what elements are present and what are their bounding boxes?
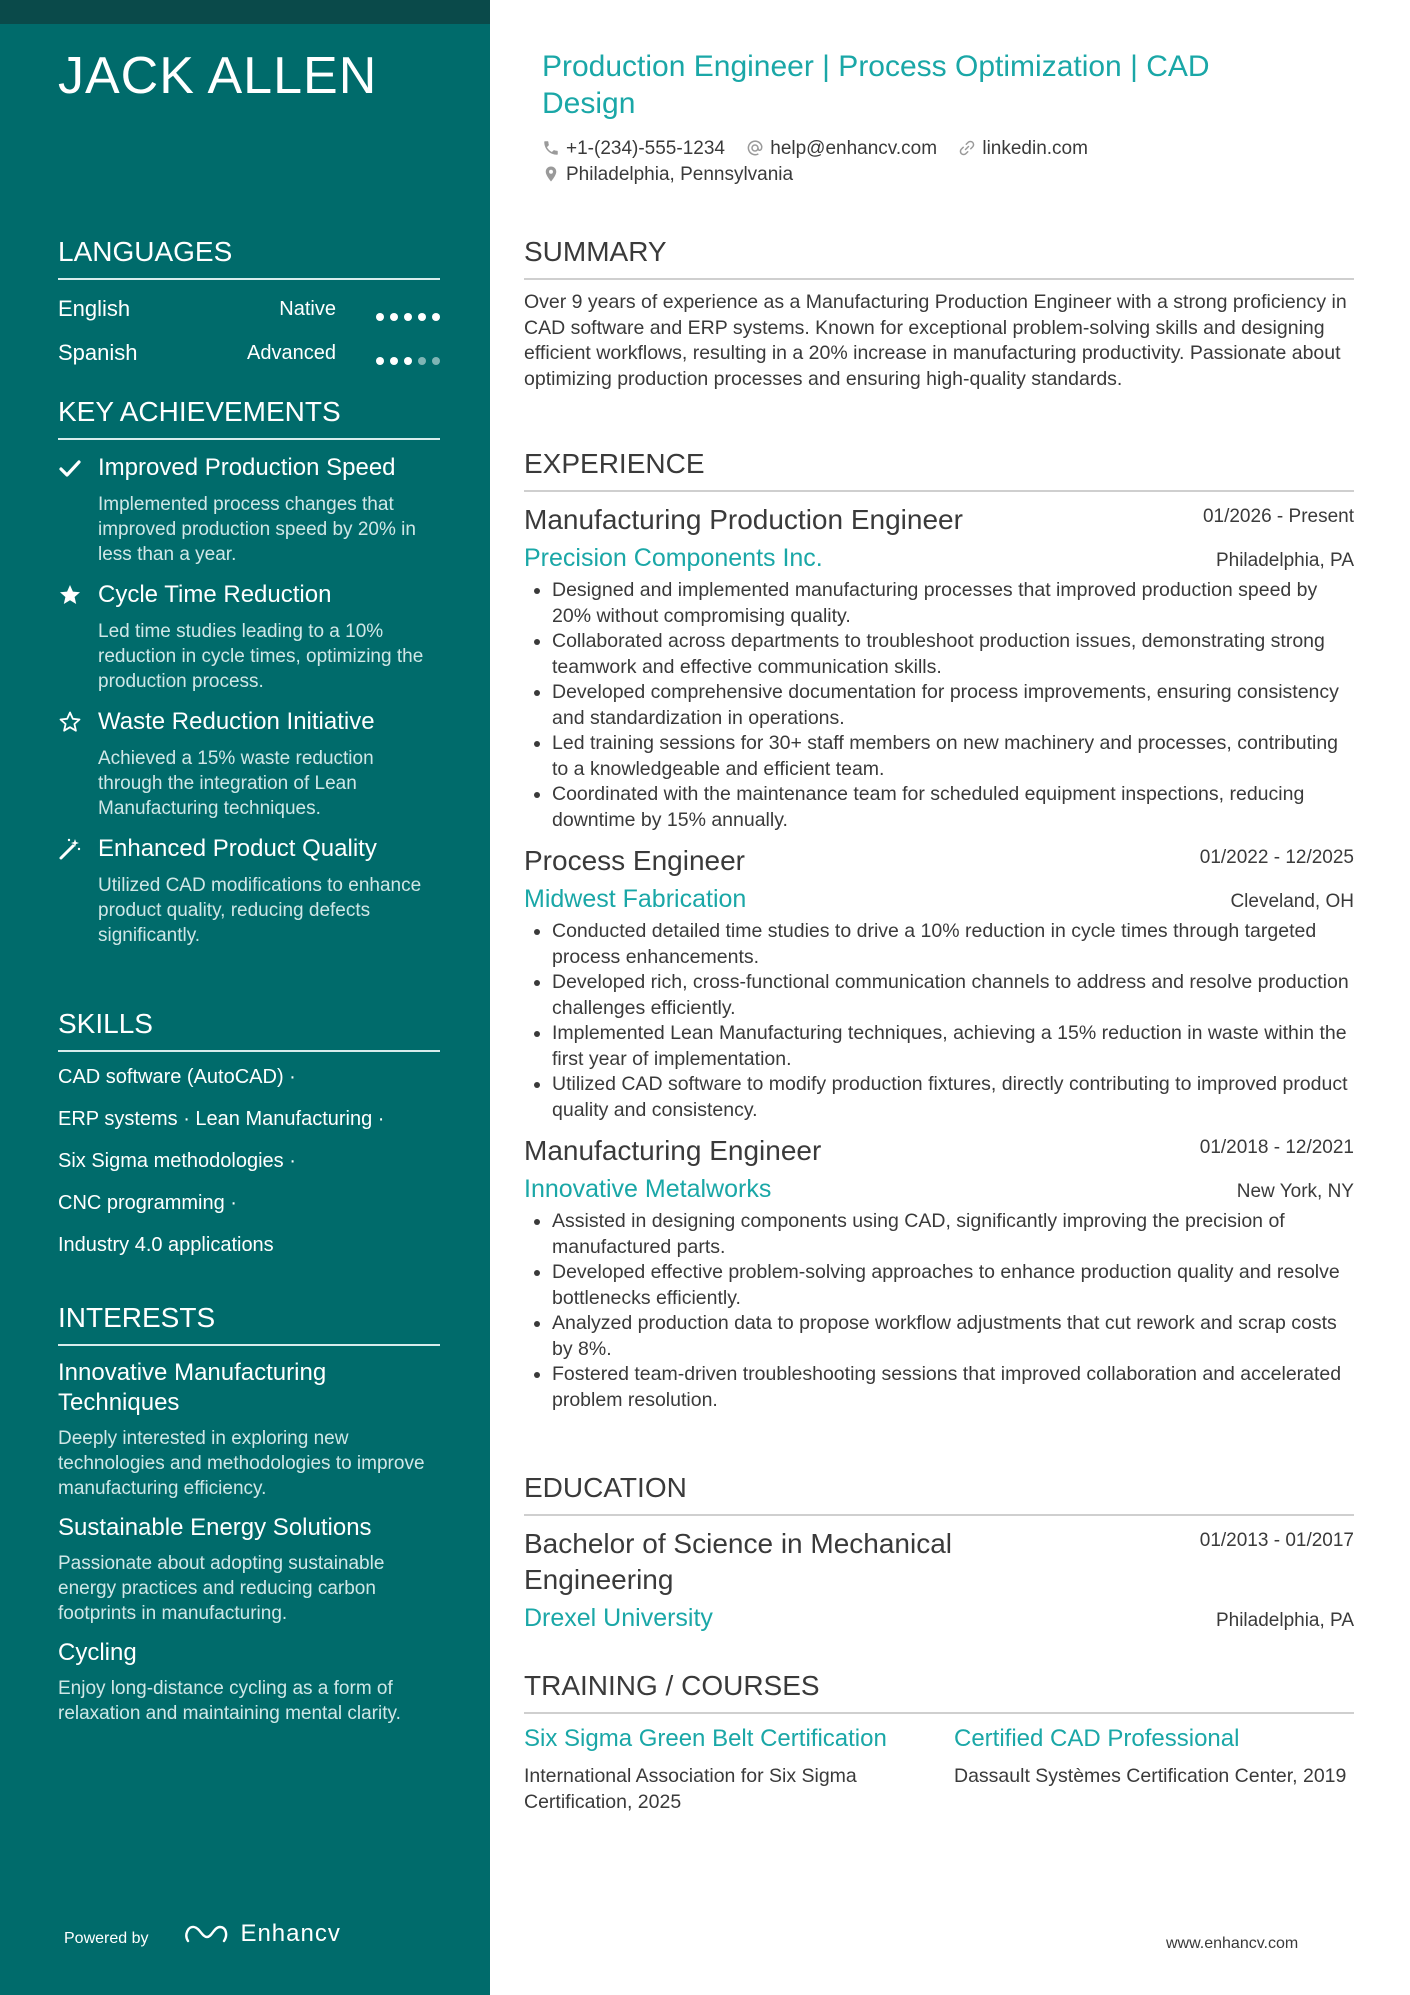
contact-phone[interactable] (542, 138, 725, 160)
location-pin-icon (542, 165, 560, 183)
language-row (58, 334, 440, 378)
training-title: TRAINING / COURSES (524, 1670, 1354, 1714)
achievement-desc: Implemented process changes that improved production speed by 20% in less than a year. (98, 494, 416, 565)
sidebar (0, 0, 490, 1995)
experience-title: EXPERIENCE (524, 448, 1354, 492)
at-icon (746, 139, 764, 157)
skill-item: CAD software (AutoCAD) · (58, 1066, 296, 1088)
phone-text: +1-(234)-555-1234 (566, 138, 725, 159)
interests-section (58, 1302, 440, 1726)
location-text: Philadelphia, Pennsylvania (566, 164, 794, 185)
achievement-item (58, 454, 440, 567)
star-filled-icon (58, 583, 84, 609)
education-location: Philadelphia, PA (1215, 1610, 1354, 1631)
interest-title: Sustainable Energy Solutions (58, 1514, 372, 1541)
achievement-desc: Achieved a 15% waste reduction through the integration of Lean Manufacturing techniques. (98, 748, 374, 819)
interests-title: INTERESTS (58, 1302, 440, 1346)
dot (390, 313, 398, 321)
job-title: Manufacturing Engineer (524, 1135, 822, 1166)
course-item (954, 1724, 1354, 1790)
job-bullet: • Fostered team-driven troubleshooting sessions that improved collaboration and accelerated problem resolution. (552, 1362, 1354, 1413)
skill-item: ERP systems · Lean Manufacturing · (58, 1108, 385, 1130)
skill-item: Six Sigma methodologies · (58, 1150, 296, 1172)
achievement-desc: Led time studies leading to a 10% reduction in cycle times, optimizing the production process. (98, 621, 424, 692)
interest-desc: Enjoy long-distance cycling as a form of relaxation and maintaining mental clarity. (58, 1678, 401, 1724)
job-bullet: • Analyzed production data to propose workflow adjustments that cut rework and scrap costs by 8%. (552, 1311, 1354, 1362)
sidebar-top-band (0, 0, 490, 24)
job-dates: 01/2026 - Present (1202, 506, 1354, 527)
job-title: Process Engineer (524, 845, 746, 876)
enhancv-logo-icon (184, 1921, 230, 1947)
job-location: Cleveland, OH (1230, 891, 1354, 912)
achievement-title: Improved Production Speed (98, 454, 396, 481)
achievement-item (58, 835, 440, 948)
dot (418, 313, 426, 321)
course-desc: Dassault Systèmes Certification Center, 2019 (954, 1765, 1347, 1787)
training-section (524, 1670, 1354, 1884)
language-name: English (58, 296, 131, 321)
contact-email[interactable] (746, 138, 937, 160)
course-title: Certified CAD Professional (954, 1725, 1240, 1752)
phone-icon (542, 139, 560, 157)
magic-wand-icon (58, 837, 84, 863)
dot (376, 357, 384, 365)
interest-title: Innovative Manufacturing Techniques (58, 1359, 327, 1416)
job-bullet: • Implemented Lean Manufacturing techniques, achieving a 15% reduction in waste within the first year of implementation. (552, 1021, 1354, 1072)
job-bullet: • Developed comprehensive documentation for process improvements, ensuring consistency and standardization in operations. (552, 680, 1354, 731)
job-bullet: • Conducted detailed time studies to drive a 10% reduction in cycle times through targeted process enhancements. (552, 919, 1354, 970)
job-entry (524, 1133, 1354, 1413)
candidate-name: JACK ALLEN (58, 47, 378, 105)
job-company: Precision Components Inc. (524, 544, 823, 572)
job-bullet: • Assisted in designing components using CAD, significantly improving the precision of manufactured parts. (552, 1209, 1354, 1260)
job-location: Philadelphia, PA (1215, 550, 1354, 571)
contact-linkedin[interactable] (958, 138, 1088, 160)
job-bullet: • Collaborated across departments to troubleshoot production issues, demonstrating strong teamwork and effective communication skills. (552, 629, 1354, 680)
course-desc: International Association for Six Sigma Certification, 2025 (524, 1765, 857, 1813)
achievement-title: Waste Reduction Initiative (98, 708, 375, 735)
job-location: New York, NY (1236, 1181, 1354, 1202)
education-title: EDUCATION (524, 1472, 1354, 1516)
email-text: help@enhancv.com (770, 138, 938, 159)
skills-title: SKILLS (58, 1008, 440, 1052)
achievement-title: Cycle Time Reduction (98, 581, 332, 608)
education-entry (524, 1526, 1354, 1634)
job-bullet: • Developed rich, cross-functional communication channels to address and resolve production challenges efficiently. (552, 970, 1354, 1021)
languages-section (58, 236, 440, 378)
course-title: Six Sigma Green Belt Certification (524, 1725, 887, 1752)
course-item (524, 1724, 924, 1815)
job-entry (524, 843, 1354, 1123)
job-entry (524, 502, 1354, 833)
contact-location (542, 164, 793, 186)
experience-section (524, 448, 1354, 1423)
dot (432, 313, 440, 321)
language-row (58, 290, 440, 334)
job-bullets (524, 919, 1354, 1123)
language-level: Native (279, 298, 336, 320)
interest-desc: Deeply interested in exploring new technologies and methodologies to improve manufacturing efficiency. (58, 1428, 425, 1499)
job-bullet: • Led training sessions for 30+ staff members on new machinery and processes, contributing to a knowledgeable and efficient team. (552, 731, 1354, 782)
link-icon (958, 139, 976, 157)
job-bullets (524, 578, 1354, 833)
job-dates: 01/2018 - 12/2021 (1199, 1137, 1354, 1158)
powered-by-label: Powered by (64, 1930, 149, 1947)
footer-url[interactable]: www.enhancv.com (1166, 1935, 1299, 1952)
dot (404, 357, 412, 365)
enhancv-brand-text: Enhancv (240, 1920, 341, 1947)
dot (376, 313, 384, 321)
education-dates: 01/2013 - 01/2017 (1199, 1530, 1354, 1551)
education-degree: Bachelor of Science in Mechanical Engineering (524, 1528, 953, 1595)
achievement-desc: Utilized CAD modifications to enhance product quality, reducing defects significantly. (98, 875, 422, 946)
language-dots (370, 345, 440, 371)
interest-title: Cycling (58, 1639, 137, 1666)
achievement-item (58, 708, 440, 821)
job-bullet: • Utilized CAD software to modify production fixtures, directly contributing to improved product quality and consistency. (552, 1072, 1354, 1123)
interest-item (58, 1513, 440, 1626)
interest-item (58, 1638, 440, 1726)
dot (432, 357, 440, 365)
achievements-title: KEY ACHIEVEMENTS (58, 396, 440, 440)
linkedin-text: linkedin.com (982, 138, 1088, 159)
contact-line (542, 138, 1104, 160)
interest-item (58, 1358, 440, 1501)
dot (404, 313, 412, 321)
summary-title: SUMMARY (524, 236, 1354, 280)
job-bullet: • Coordinated with the maintenance team for scheduled equipment inspections, reducing downtime by 15% annually. (552, 782, 1354, 833)
contact-line-2 (542, 164, 809, 186)
skill-item: Industry 4.0 applications (58, 1234, 274, 1256)
achievements-section (58, 396, 440, 948)
skills-section (58, 1008, 440, 1272)
language-name: Spanish (58, 340, 138, 365)
language-dots (370, 301, 440, 327)
job-dates: 01/2022 - 12/2025 (1199, 847, 1354, 868)
achievement-title: Enhanced Product Quality (98, 835, 377, 862)
dot (390, 357, 398, 365)
job-bullet: • Developed effective problem-solving approaches to enhance production quality and resolve bottlenecks efficiently. (552, 1260, 1354, 1311)
job-bullets (524, 1209, 1354, 1413)
enhancv-logo[interactable] (184, 1920, 341, 1956)
job-bullet: • Designed and implemented manufacturing processes that improved production speed by 20% without compromising quality. (552, 578, 1354, 629)
summary-section (524, 236, 1354, 392)
dot (418, 357, 426, 365)
language-level: Advanced (247, 342, 336, 364)
job-company: Midwest Fabrication (524, 885, 747, 913)
summary-text: Over 9 years of experience as a Manufacturing Production Engineer with a strong proficiency in CAD software and ERP systems. Known for exceptional problem-solving skills and designing efficient workflows, resulting in a 20% increase in manufacturing productivity. Passionate about optimizing production processes and ensuring high-quality standards. (524, 291, 1347, 390)
job-title: Manufacturing Production Engineer (524, 504, 963, 535)
headline: Production Engineer | Process Optimization | CAD Design (542, 50, 1210, 120)
star-outline-icon (58, 710, 84, 736)
skill-item: CNC programming · (58, 1192, 237, 1214)
education-section (524, 1472, 1354, 1644)
job-company: Innovative Metalworks (524, 1175, 772, 1203)
interest-desc: Passionate about adopting sustainable energy practices and reducing carbon footprints in manufacturing. (58, 1553, 385, 1624)
main-content (524, 0, 1354, 1995)
check-icon (58, 456, 84, 482)
courses-grid (524, 1724, 1354, 1884)
achievement-item (58, 581, 440, 694)
education-school: Drexel University (524, 1604, 713, 1632)
languages-title: LANGUAGES (58, 236, 440, 280)
